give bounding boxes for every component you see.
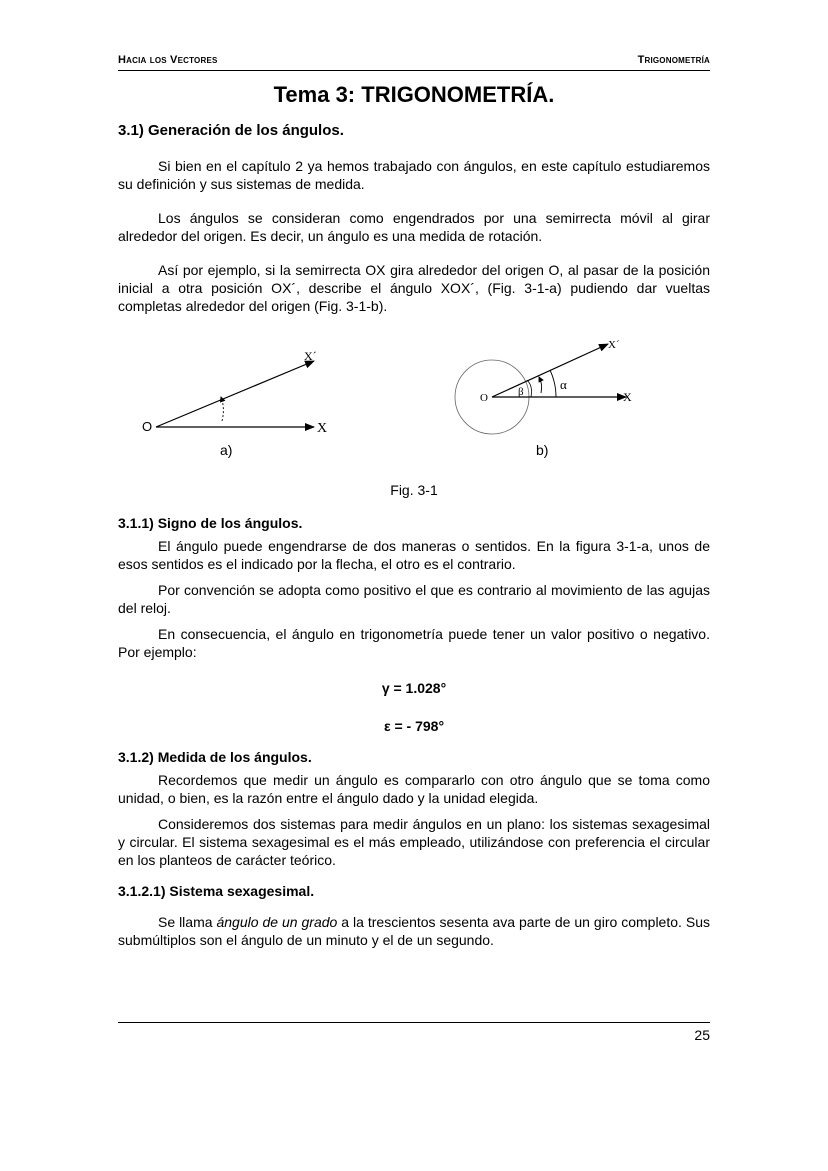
- x-label: X: [317, 421, 328, 436]
- x-prime-label: X´: [608, 339, 620, 351]
- section-heading-3-1-2: 3.1.2) Medida de los ángulos.: [118, 749, 312, 765]
- paragraph: [118, 913, 710, 949]
- paragraph: Consideremos dos sistemas para medir ángulos en un plano: los sistemas sexagesimal y circular. El sistema sexagesimal es el más empleado, utilizándose con preferencia el circular en los planteos de carácter teórico.: [118, 816, 710, 868]
- section-heading-3-1-2-1: 3.1.2.1) Sistema sexagesimal.: [118, 883, 315, 899]
- ray-ox-prime: [156, 361, 314, 427]
- emphasis-term: ángulo de un grado: [216, 914, 338, 930]
- paragraph: Por convención se adopta como positivo el que es contrario al movimiento de las agujas del reloj.: [118, 582, 710, 616]
- formula-gamma: γ = 1.028°: [381, 680, 447, 696]
- footer-rule: [118, 1022, 710, 1023]
- paragraph: Así por ejemplo, si la semirrecta OX gira alrededor del origen O, al pasar de la posición inicial a otra posición OX´, describe el ángulo XOX´, (Fig. 3-1-a) pudiendo dar vueltas completas alrededor del origen (Fig. 3-1-b).: [118, 262, 710, 314]
- figure-3-1-diagram: [118, 315, 710, 505]
- paragraph: Los ángulos se consideran como engendrados por una semirrecta móvil al girar alrededor del origen. Es decir, un ángulo es una medida de rotación.: [118, 210, 710, 244]
- section-heading-3-1-1: 3.1.1) Signo de los ángulos.: [118, 515, 303, 531]
- figure-b: [455, 339, 632, 458]
- x-prime-label: X´: [304, 349, 317, 363]
- alpha-label: α: [560, 377, 567, 392]
- figure-3-1: [118, 315, 710, 505]
- text-span: a la trescientos sesenta ava parte de un giro completo. Sus submúltiplos son el ángulo de un minuto y el de un segundo.: [118, 914, 710, 948]
- page-footer: [118, 1022, 710, 1043]
- header-rule: [118, 70, 710, 71]
- paragraph: Si bien en el capítulo 2 ya hemos trabajado con ángulos, en este capítulo estudiaremos su definición y sus sistemas de medida.: [118, 158, 710, 192]
- header-right: Trigonometría: [637, 54, 710, 66]
- running-header: [118, 50, 710, 68]
- section-heading-3-1: 3.1) Generación de los ángulos.: [118, 122, 344, 139]
- header-left: Hacia los Vectores: [118, 54, 218, 66]
- page-title: Tema 3: TRIGONOMETRÍA.: [273, 82, 555, 107]
- alpha-arc: [550, 370, 556, 397]
- page-content: [118, 50, 710, 949]
- rotation-arrow: [539, 377, 542, 393]
- x-label: X: [623, 390, 632, 404]
- rotation-arrow: [221, 397, 223, 421]
- figure-caption: Fig. 3-1: [390, 482, 438, 498]
- subfigure-label-b: b): [536, 442, 549, 458]
- paragraph: El ángulo puede engendrarse de dos maneras o sentidos. En la figura 3-1-a, unos de esos sentidos es el indicado por la flecha, el otro es el contrario.: [118, 538, 710, 572]
- origin-label: O: [480, 392, 488, 404]
- origin-label: O: [142, 419, 153, 434]
- beta-label: β: [518, 386, 524, 398]
- page-number: 25: [694, 1027, 710, 1043]
- subfigure-label-a: a): [220, 442, 233, 458]
- text-span: Se llama: [158, 914, 217, 930]
- figure-a: [142, 349, 327, 458]
- formula-epsilon: ε = - 798°: [383, 718, 445, 734]
- paragraph: En consecuencia, el ángulo en trigonometría puede tener un valor positivo o negativo. Por ejemplo:: [118, 626, 710, 660]
- paragraph: Recordemos que medir un ángulo es compararlo con otro ángulo que se toma como unidad, o bien, es la razón entre el ángulo dado y la unidad elegida.: [118, 772, 710, 806]
